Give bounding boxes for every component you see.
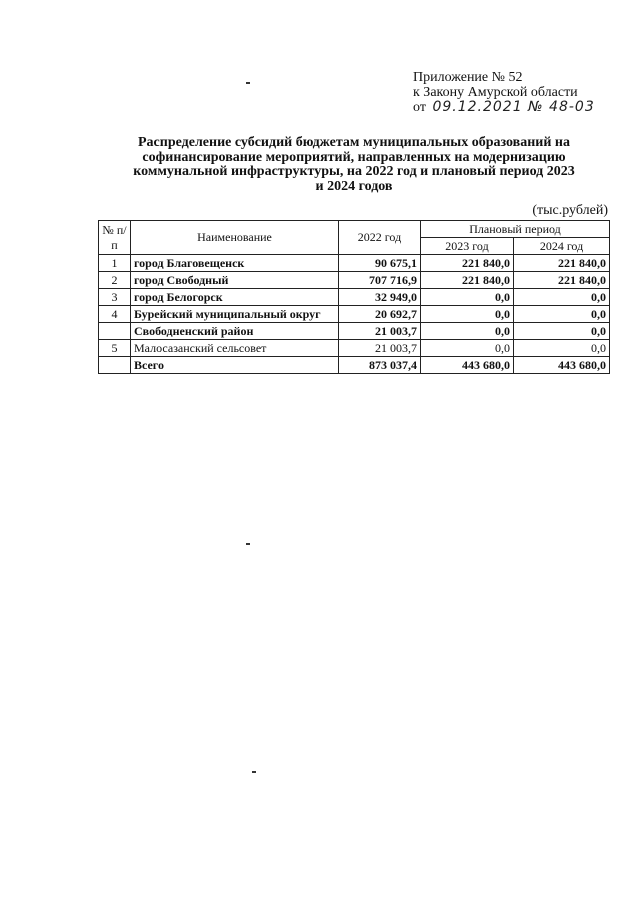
header-2023: 2023 год bbox=[421, 238, 514, 255]
handwritten-date-number: 09.12.2021 № 48-03 bbox=[432, 99, 595, 115]
header-2022: 2022 год bbox=[339, 221, 421, 255]
appendix-number: Приложение № 52 bbox=[413, 70, 523, 85]
row-value-2023: 0,0 bbox=[421, 323, 514, 340]
row-value-2024: 443 680,0 bbox=[514, 357, 610, 374]
table-body bbox=[99, 255, 610, 374]
unit-label: (тыс.рублей) bbox=[532, 203, 608, 218]
row-name: город Благовещенск bbox=[131, 255, 339, 272]
table-row bbox=[99, 255, 610, 272]
title-line-2: софинансирование мероприятий, направленных на модернизацию bbox=[142, 149, 566, 165]
row-value-2023: 443 680,0 bbox=[421, 357, 514, 374]
row-value-2024: 0,0 bbox=[514, 340, 610, 357]
row-value-2022: 20 692,7 bbox=[339, 306, 421, 323]
appendix-date-line bbox=[413, 100, 628, 115]
header-planned-period: Плановый период bbox=[421, 221, 610, 238]
row-name: город Белогорск bbox=[131, 289, 339, 306]
row-value-2023: 0,0 bbox=[421, 340, 514, 357]
row-number: 3 bbox=[99, 289, 131, 306]
row-value-2024: 221 840,0 bbox=[514, 255, 610, 272]
row-name: Свободненский район bbox=[131, 323, 339, 340]
table-row bbox=[99, 323, 610, 340]
scan-speck bbox=[246, 82, 250, 84]
row-number: 2 bbox=[99, 272, 131, 289]
table-row bbox=[99, 306, 610, 323]
title-line-1: Распределение субсидий бюджетам муниципальных образований на bbox=[138, 135, 570, 150]
row-value-2023: 0,0 bbox=[421, 289, 514, 306]
appendix-date-prefix: от bbox=[413, 100, 426, 115]
row-value-2024: 0,0 bbox=[514, 306, 610, 323]
row-value-2024: 221 840,0 bbox=[514, 272, 610, 289]
row-value-2024: 0,0 bbox=[514, 323, 610, 340]
header-name: Наименование bbox=[131, 221, 339, 255]
row-number bbox=[99, 323, 131, 340]
row-number: 1 bbox=[99, 255, 131, 272]
table-row bbox=[99, 357, 610, 374]
table-row bbox=[99, 340, 610, 357]
table-row bbox=[99, 272, 610, 289]
row-number: 4 bbox=[99, 306, 131, 323]
header-2024: 2024 год bbox=[514, 238, 610, 255]
table-row bbox=[99, 289, 610, 306]
row-name: Бурейский муниципальный округ bbox=[131, 306, 339, 323]
row-number: 5 bbox=[99, 340, 131, 357]
row-value-2022: 707 716,9 bbox=[339, 272, 421, 289]
header-number: № п/п bbox=[99, 221, 131, 255]
title-line-3: коммунальной инфраструктуры, на 2022 год и плановый период 2023 bbox=[133, 164, 575, 179]
document-title bbox=[100, 136, 608, 194]
row-value-2022: 90 675,1 bbox=[339, 255, 421, 272]
title-line-4: и 2024 годов bbox=[315, 178, 393, 194]
row-value-2022: 873 037,4 bbox=[339, 357, 421, 374]
row-value-2023: 0,0 bbox=[421, 306, 514, 323]
appendix-reference bbox=[413, 70, 628, 115]
row-name: Малосазанский сельсовет bbox=[131, 340, 339, 357]
row-name: город Свободный bbox=[131, 272, 339, 289]
row-value-2022: 21 003,7 bbox=[339, 323, 421, 340]
scan-speck bbox=[246, 543, 250, 545]
subsidy-table bbox=[98, 220, 610, 374]
row-value-2023: 221 840,0 bbox=[421, 272, 514, 289]
scan-speck bbox=[252, 771, 256, 773]
row-number bbox=[99, 357, 131, 374]
row-value-2022: 21 003,7 bbox=[339, 340, 421, 357]
row-name: Всего bbox=[131, 357, 339, 374]
row-value-2023: 221 840,0 bbox=[421, 255, 514, 272]
row-value-2022: 32 949,0 bbox=[339, 289, 421, 306]
row-value-2024: 0,0 bbox=[514, 289, 610, 306]
appendix-law: к Закону Амурской области bbox=[413, 85, 578, 100]
